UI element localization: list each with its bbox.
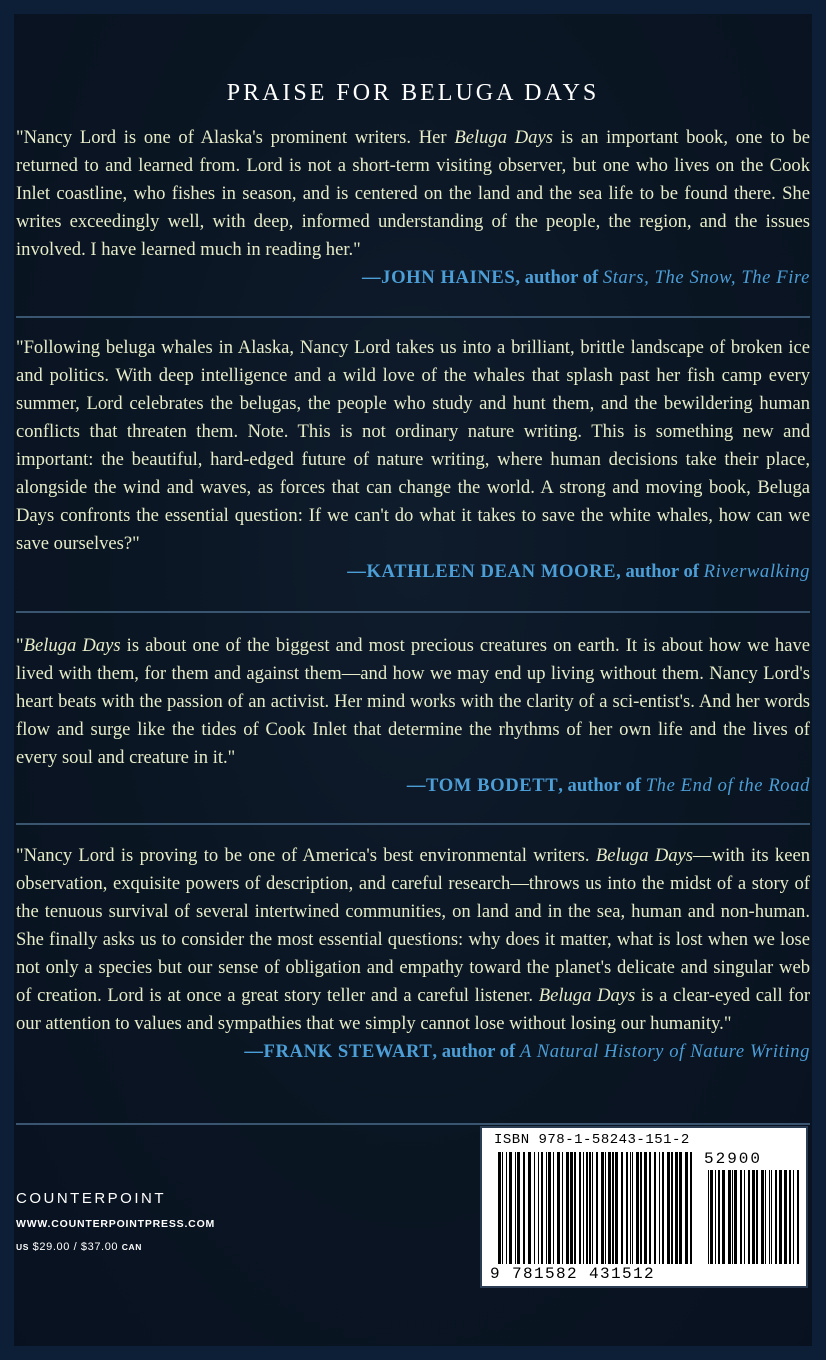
quote-run: "Nancy Lord is one of Alaska's prominent writers. Her — [16, 127, 455, 148]
attribution-name: —TOM BODETT — [406, 775, 559, 796]
barcode-bar — [557, 1152, 560, 1264]
barcode-bar — [662, 1152, 664, 1264]
barcode-bar — [793, 1170, 794, 1264]
attribution-name: —FRANK STEWART — [244, 1041, 433, 1062]
attribution-work: Riverwalking — [703, 561, 810, 582]
divider — [16, 1123, 810, 1125]
price-code: 52900 — [704, 1150, 763, 1168]
barcode-bar — [784, 1170, 787, 1264]
barcode-bar — [710, 1170, 713, 1264]
barcode-bar — [498, 1152, 501, 1264]
publisher-name: COUNTERPOINT — [16, 1190, 166, 1207]
quote-run: " — [16, 635, 24, 656]
attribution-2 — [16, 558, 810, 586]
book-title-italic: Beluga Days — [454, 127, 553, 148]
barcode-bar — [671, 1152, 673, 1264]
price-barcode-bars — [708, 1170, 802, 1264]
attribution-name: —JOHN HAINES — [361, 267, 516, 288]
barcode-bar — [769, 1170, 770, 1264]
barcode-bar — [659, 1152, 660, 1264]
barcode-bar — [605, 1152, 606, 1264]
quote-block-2 — [16, 334, 810, 586]
barcode-bar — [632, 1152, 633, 1264]
barcode-bar — [541, 1152, 543, 1264]
barcode-bar — [718, 1170, 720, 1264]
barcode-bar — [771, 1170, 772, 1264]
barcode-bar — [562, 1152, 563, 1264]
isbn-text: ISBN 978-1-58243-151-2 — [494, 1132, 690, 1148]
barcode-bar — [548, 1152, 551, 1264]
price-line — [16, 1241, 142, 1253]
barcode-bar — [761, 1170, 764, 1264]
barcode-bar — [538, 1152, 539, 1264]
barcode-bar — [640, 1152, 642, 1264]
divider — [16, 316, 810, 318]
barcode-bar — [649, 1152, 651, 1264]
barcode-bar — [626, 1152, 628, 1264]
barcode-bar — [553, 1152, 554, 1264]
barcode-bar — [570, 1152, 573, 1264]
barcode-bar — [621, 1152, 623, 1264]
attribution-4 — [16, 1038, 810, 1066]
attribution-3 — [16, 772, 810, 800]
barcode-bar — [752, 1170, 755, 1264]
barcode-bar — [523, 1152, 525, 1264]
barcode-bar — [502, 1152, 503, 1264]
barcode-bar — [679, 1152, 682, 1264]
barcode-bar — [654, 1152, 656, 1264]
quote-run: "Following beluga whales in Alaska, Nancy Lord takes us into a brilliant, brittle landscape of broken ice and politics. With deep intelligence and a wild love of the whales that splash past her fish camp every summer, Lord celebrates the belugas, the people who study and hunt them, and the bewildering human conflicts that threaten them. Note. This is not ordinary nature writing. This is something new and important: the beautiful, hard-edged future of nature writing, where human decisions take their place, alongside the wind and waves, as forces that can change the world. A strong and moving book, Beluga Days confronts the essential question: If we can't do what it takes to save the white whales, how can we save ourselves?" — [16, 337, 810, 554]
barcode-bar — [667, 1152, 670, 1264]
publisher-url: WWW.COUNTERPOINTPRESS.COM — [16, 1218, 216, 1230]
quote-block-1 — [16, 124, 810, 292]
quote-text-4 — [16, 842, 810, 1038]
barcode-bar — [579, 1152, 581, 1264]
barcode-bar — [596, 1152, 598, 1264]
barcode-bar — [601, 1152, 604, 1264]
barcode-bar — [515, 1152, 516, 1264]
ean-digits: 9 781582 431512 — [490, 1265, 656, 1283]
barcode-bar — [744, 1170, 745, 1264]
attribution-work: The End of the Road — [645, 775, 810, 796]
barcode-bar — [583, 1152, 584, 1264]
divider — [16, 823, 810, 825]
barcode-bar — [615, 1152, 618, 1264]
barcode-bar — [765, 1170, 766, 1264]
quote-run: is about one of the biggest and most precious creatures on earth. It is about how we have lived with them, for them and against them—and how we may end up living without them. Nancy Lord's heart beats with the passion of an activist. Her mind works with the clarity of a sci-entist's. And her words flow and surge like the tides of Cook Inlet that determine the rhythms of her own life and the lives of every soul and creature in it." — [16, 635, 811, 768]
quote-run: "Nancy Lord is proving to be one of America's best environmental writers. — [16, 845, 596, 866]
quote-run: is a clear-eyed call for our attention to values and sympathies that we simply cannot lose without losing our humanity." — [16, 985, 811, 1034]
price-us-label: US — [16, 1242, 30, 1252]
quote-block-4 — [16, 842, 810, 1066]
divider — [16, 611, 810, 613]
barcode-bar — [644, 1152, 647, 1264]
barcode-bar — [685, 1152, 688, 1264]
attribution-of: , author of — [558, 775, 642, 796]
barcode-bar — [506, 1152, 507, 1264]
barcode-bar — [612, 1152, 614, 1264]
attribution-1 — [16, 264, 810, 292]
barcode-bar — [586, 1152, 588, 1264]
barcode-bar — [534, 1152, 535, 1264]
barcode-bar — [728, 1170, 731, 1264]
barcode-bar — [797, 1170, 799, 1264]
barcode-bar — [722, 1170, 725, 1264]
barcode-bar — [715, 1170, 716, 1264]
book-title-italic: Beluga Days — [595, 845, 694, 866]
barcode-bar — [574, 1152, 576, 1264]
barcode-bar — [740, 1170, 742, 1264]
barcode-bar — [566, 1152, 569, 1264]
attribution-of: , author of — [432, 1041, 516, 1062]
praise-heading: PRAISE FOR BELUGA DAYS — [226, 80, 600, 106]
barcode-bar — [608, 1152, 611, 1264]
quote-run: —with its keen observation, exquisite powers of description, and careful research—throws us into the midst of a story of the tenuous survival of several intertwined communities, on land and in the sea, human and non-human. She finally asks us to consider the most essential questions: why does it matter, what is lost when we lose not only a species but our sense of obligation and empathy toward the planet's delicate and singular web of creation. Lord is at once a great story teller and a careful listener. — [16, 845, 810, 1006]
quote-block-3 — [16, 632, 810, 800]
quote-run: is an important book, one to be returned to and learned from. Lord is not a short-term visiting observer, but one who lives on the Cook Inlet coastline, who fishes in season, and is centered on the land and the sea life to be found there. She writes exceedingly well, with deep, informed understanding of the people, the region, and the issues involved. I have learned much in reading her." — [16, 127, 811, 260]
barcode-bar — [779, 1170, 782, 1264]
attribution-name: —KATHLEEN DEAN MOORE — [347, 561, 617, 582]
attribution-of: , author of — [616, 561, 699, 582]
barcode-bar — [592, 1152, 593, 1264]
barcode-bar — [517, 1152, 520, 1264]
quote-text-3 — [16, 632, 810, 772]
barcode-bar — [675, 1152, 678, 1264]
barcode-bar — [509, 1152, 512, 1264]
barcode-bar — [528, 1152, 531, 1264]
barcode-bar — [734, 1170, 737, 1264]
barcode-bar — [708, 1170, 709, 1264]
attribution-of: , author of — [515, 267, 599, 288]
barcode-bar — [789, 1170, 791, 1264]
attribution-work: Stars, The Snow, The Fire — [602, 267, 810, 288]
quote-text-1 — [16, 124, 810, 264]
book-title-italic: Beluga Days — [538, 985, 636, 1006]
barcode-bar — [546, 1152, 547, 1264]
attribution-work: A Natural History of Nature Writing — [519, 1041, 810, 1062]
barcode-bar — [732, 1170, 733, 1264]
isbn-barcode — [480, 1126, 808, 1288]
quote-text-2 — [16, 334, 810, 558]
barcode-bar — [748, 1170, 750, 1264]
barcode-bar — [589, 1152, 591, 1264]
barcode-bar — [630, 1152, 631, 1264]
barcode-bar — [690, 1152, 692, 1264]
barcode-bar — [756, 1170, 758, 1264]
price-amounts: $29.00 / $37.00 — [32, 1241, 119, 1253]
book-title-italic: Beluga Days — [23, 635, 121, 656]
barcode-bar — [775, 1170, 777, 1264]
ean-barcode-bars — [498, 1152, 694, 1264]
barcode-bar — [636, 1152, 639, 1264]
price-can-label: CAN — [121, 1242, 143, 1252]
